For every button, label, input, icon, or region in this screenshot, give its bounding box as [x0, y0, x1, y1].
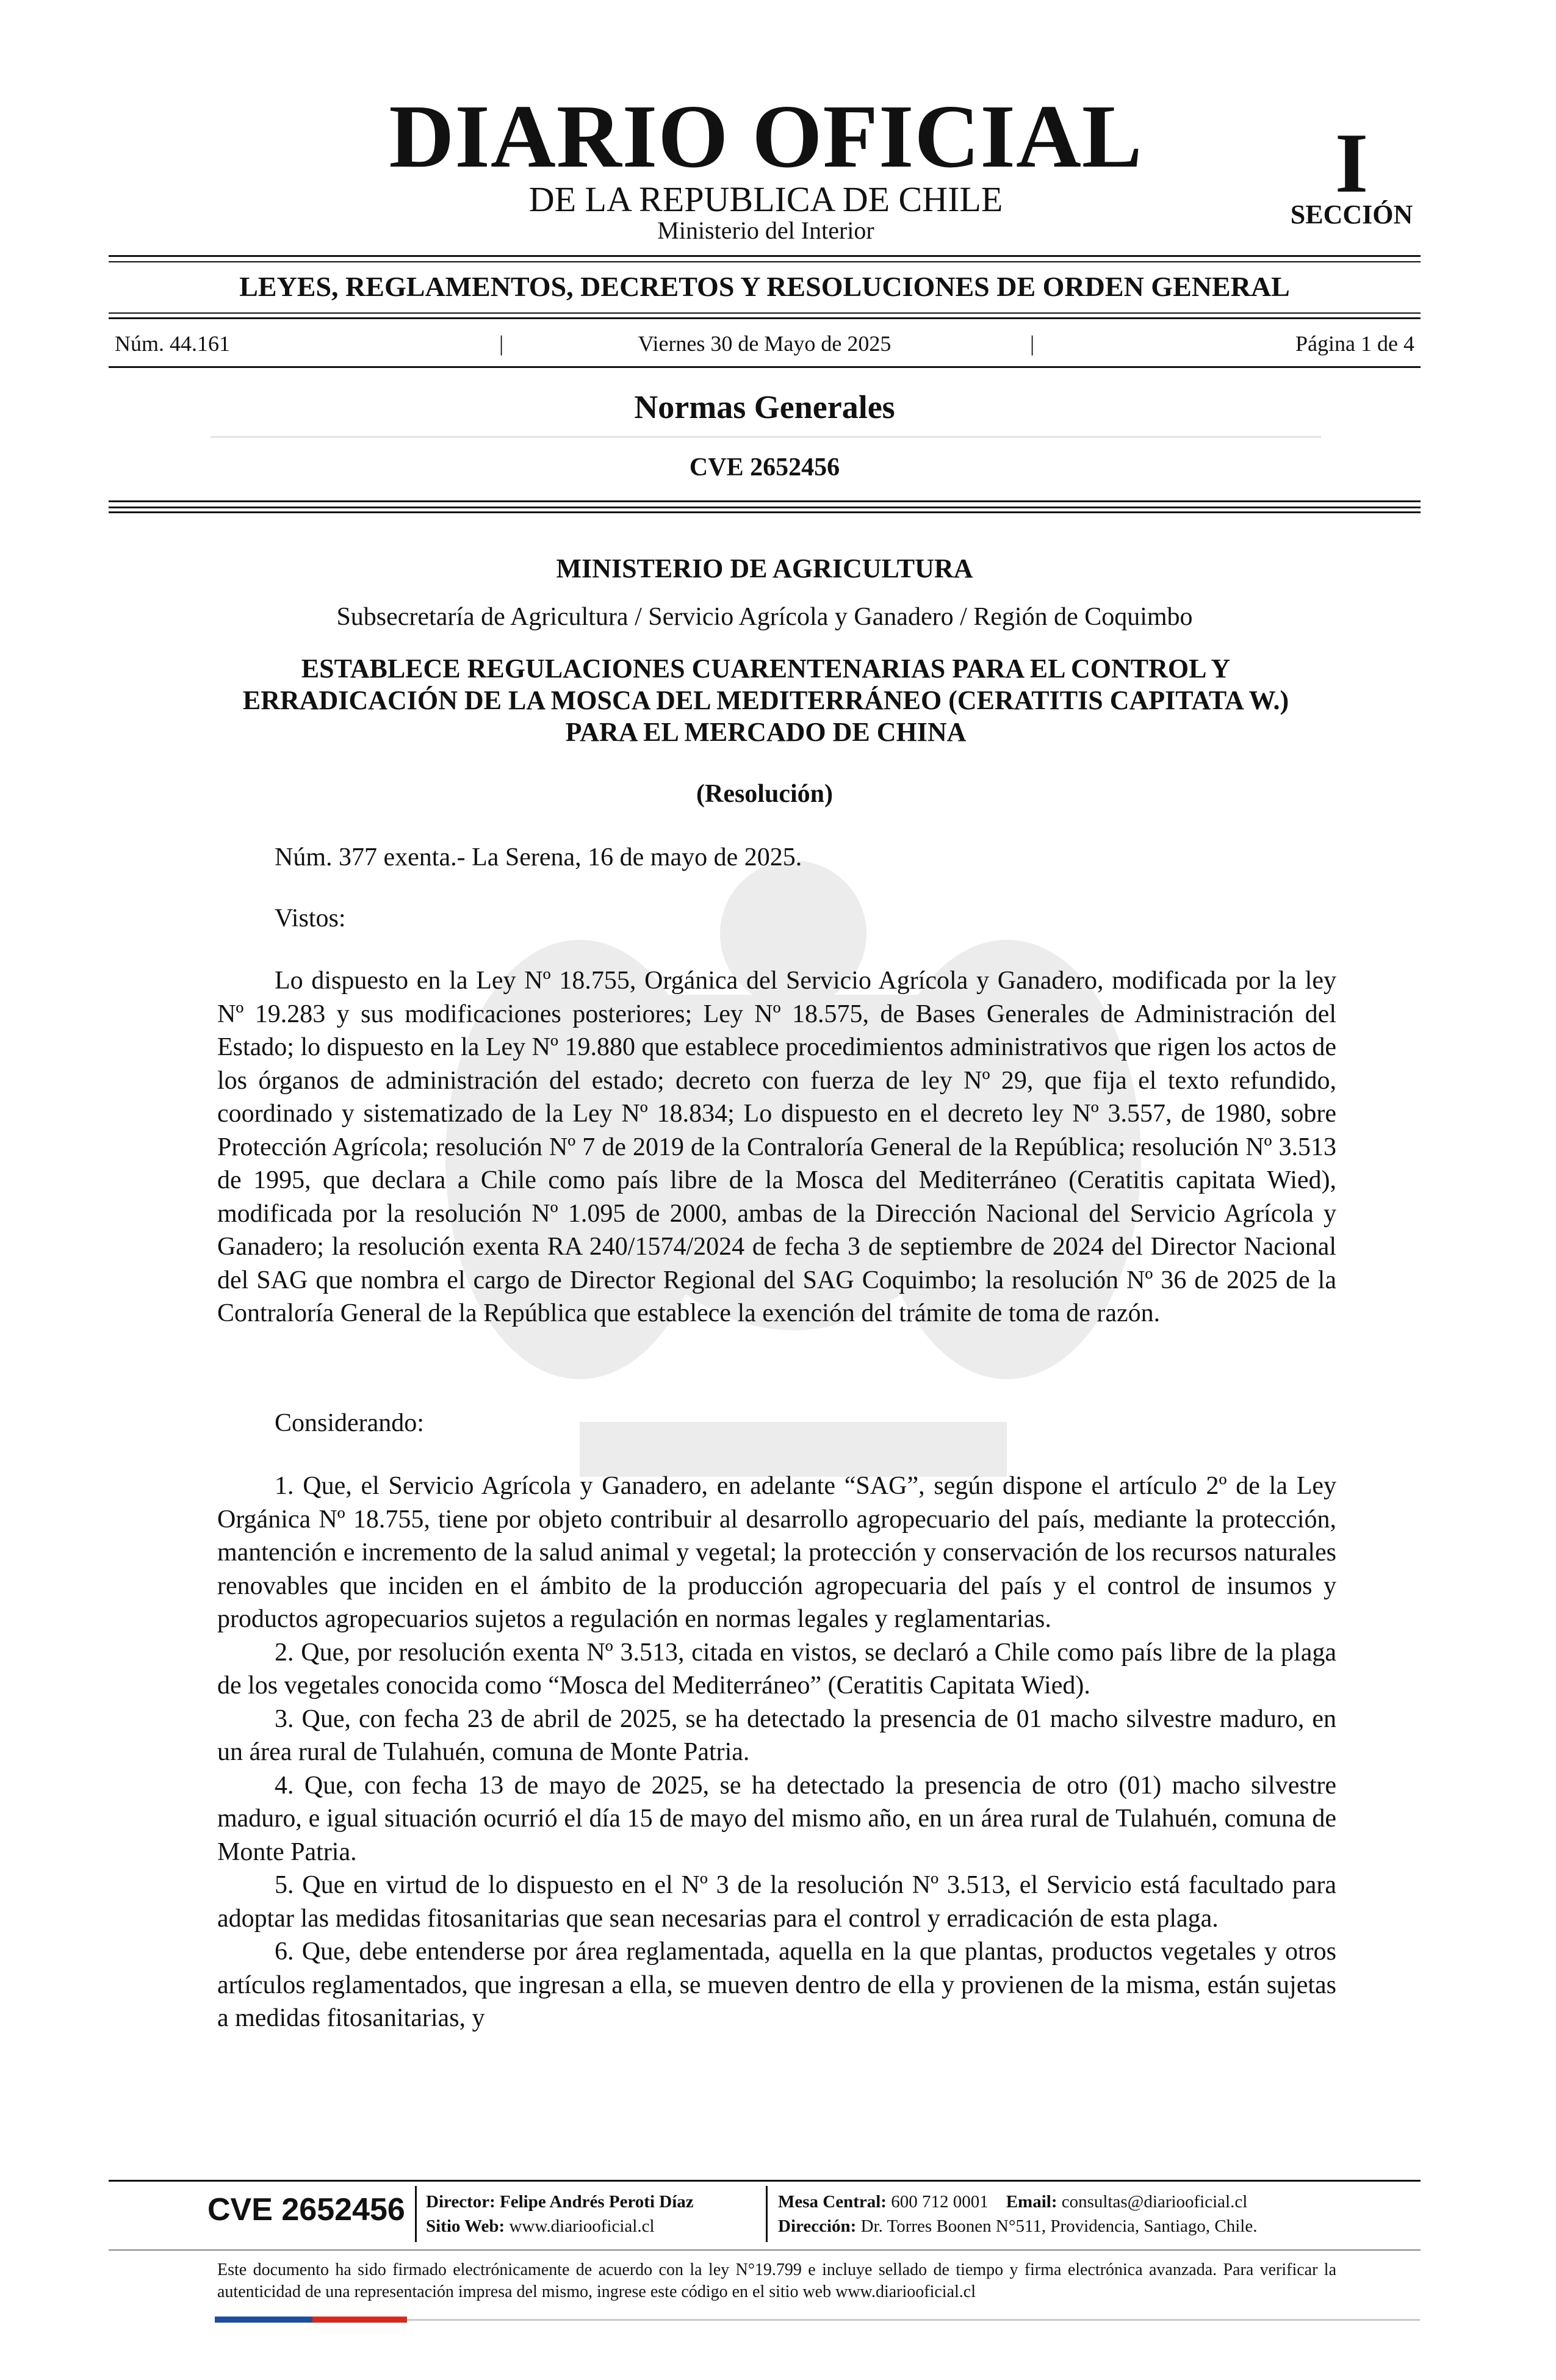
- footer-divider: [415, 2186, 417, 2242]
- cve-code: CVE 2652456: [689, 453, 840, 481]
- resolution-number: Núm. 377 exenta.- La Serena, 16 de mayo de 2025.: [275, 843, 802, 871]
- document-ministry: MINISTERIO DE AGRICULTURA: [556, 554, 973, 583]
- vistos-text: Lo dispuesto en la Ley Nº 18.755, Orgánica del Servicio Agrícola y Ganadero, modificada por la ley Nº 19.283 y sus modificaciones posteriores; Ley Nº 18.575, de Bases Generales de Administración del Estado; lo dispuesto en la Ley Nº 19.880 que establece procedimientos administrativos que rigen los actos de los órganos de administración del estado; decreto con fuerza de ley Nº 29, que fija el texto refundido, coordinado y sistematizado de la Ley Nº 18.834; Lo dispuesto en el decreto ley Nº 3.557, de 1980, sobre Protección Agrícola; resolución Nº 7 de 2019 de la Contraloría General de la República; resolución Nº 3.513 de 1995, que declara a Chile como país libre de la Mosca del Mediterráneo (Ceratitis capitata Wied), modificada por la resolución Nº 1.095 de 2000, ambas de la Dirección Nacional del Servicio Agrícola y Ganadero; la resolución exenta RA 240/1574/2024 de fecha 3 de septiembre de 2024 del Director Nacional del SAG que nombra el cargo de Director Regional del SAG Coquimbo; la resolución Nº 36 de 2025 de la Contraloría General de la República que establece la exención del trámite de toma de razón.: [217, 967, 1336, 1327]
- considerandos-list: [217, 1469, 1336, 2035]
- considerando-item: 1. Que, el Servicio Agrícola y Ganadero, en adelante “SAG”, según dispone el artículo 2º de la Ley Orgánica Nº 18.755, tiene por objeto contribuir al desarrollo agropecuario del país, mediante la protección, mantención e incremento de la salud animal y vegetal; la protección y conservación de los recursos naturales renovables que inciden en el ámbito de la producción agropecuaria del país y el control de insumos y productos agropecuarios sujetos a regulación en normas legales y reglamentarias.: [217, 1472, 1336, 1633]
- header-rule-1: [109, 500, 1421, 502]
- considerando-item: 2. Que, por resolución exenta Nº 3.513, citada en vistos, se declaró a Chile como país libre de la plaga de los vegetales conocida como “Mosca del Mediterráneo” (Ceratitis Capitata Wied).: [217, 1638, 1336, 1700]
- footer-divider: [766, 2186, 768, 2242]
- banner-rule-bottom: [109, 317, 1421, 319]
- considerando-item: 3. Que, con fecha 23 de abril de 2025, se ha detectado la presencia de 01 macho silvestre maduro, en un área rural de Tulahuén, comuna de Monte Patria.: [217, 1704, 1336, 1766]
- footer-director-line: [426, 2190, 694, 2214]
- footer-phone-line: [778, 2190, 1257, 2214]
- footer-cve-code: CVE 2652456: [207, 2192, 405, 2227]
- footer-authenticity-notice: Este documento ha sido firmado electrónicamente de acuerdo con la ley N°19.799 e incluye sellado de tiempo y firma electrónica avanzada. Para verificar la autenticidad de una representación impresa del mismo, ingrese este código en el sitio web www.diariooficial.cl: [217, 2260, 1336, 2301]
- considerando-item: 5. Que en virtud de lo dispuesto en el Nº 3 de la resolución Nº 3.513, el Servicio está facultado para adoptar las medidas fitosanitarias que sean necesarias para el control y erradicación de esta plaga.: [217, 1871, 1336, 1933]
- header-rule-2: [109, 507, 1421, 508]
- considerando-item: 4. Que, con fecha 13 de mayo de 2025, se ha detectado la presencia de otro (01) macho silvestre maduro, e igual situación ocurrió el día 15 de mayo del mismo año, en un área rural de Tulahuén, comuna de Monte Patria.: [217, 1771, 1336, 1866]
- flag-stripe-red: [312, 2317, 407, 2323]
- footer-rule-bottom: [407, 2319, 1420, 2321]
- document-type: (Resolución): [696, 780, 833, 808]
- masthead-rule-top: [109, 255, 1421, 257]
- header-rule-3: [109, 511, 1421, 513]
- web-label: Sitio Web:: [426, 2216, 505, 2236]
- address-label: Dirección:: [778, 2216, 857, 2236]
- footer-director-block: [426, 2190, 694, 2238]
- vistos-heading: Vistos:: [275, 904, 346, 932]
- footer-rule-mid: [109, 2249, 1421, 2251]
- footer-address-line: [778, 2214, 1257, 2238]
- vistos-paragraph: [217, 964, 1336, 1330]
- director-value: Felipe Andrés Peroti Díaz: [500, 2192, 694, 2212]
- footer-web-line: [426, 2214, 694, 2238]
- footer-contact-block: [778, 2190, 1257, 2238]
- issue-date: Viernes 30 de Mayo de 2025: [638, 331, 891, 356]
- considerando-heading-block: [217, 1407, 1336, 1440]
- banner-rule-top: [109, 312, 1421, 314]
- section-numeral: I: [1334, 116, 1369, 211]
- email-link[interactable]: consultas@diariooficial.cl: [1061, 2192, 1248, 2212]
- document-title: ESTABLECE REGULACIONES CUARENTENARIAS PARA EL CONTROL Y ERRADICACIÓN DE LA MOSCA DEL MEDITERRÁNEO (CERATITIS CAPITATA W.) PARA EL MERCADO DE CHINA: [242, 654, 1289, 747]
- issue-number: Núm. 44.161: [115, 331, 230, 356]
- vistos-heading-block: [217, 902, 1336, 936]
- footer-rule-top: [109, 2180, 1421, 2182]
- masthead-subtitle: DE LA REPUBLICA DE CHILE: [528, 179, 1003, 219]
- issue-separator: |: [499, 331, 504, 356]
- section-label: SECCIÓN: [1290, 200, 1413, 229]
- masthead-ministry: Ministerio del Interior: [657, 217, 874, 244]
- address-value: Dr. Torres Boonen N°511, Providencia, Santiago, Chile.: [860, 2216, 1258, 2236]
- section-banner: LEYES, REGLAMENTOS, DECRETOS Y RESOLUCIONES DE ORDEN GENERAL: [239, 271, 1290, 302]
- considerando-heading: Considerando:: [275, 1409, 424, 1437]
- resolution-number-line: [217, 841, 1336, 874]
- web-link[interactable]: www.diariooficial.cl: [509, 2216, 655, 2236]
- issue-rule: [109, 366, 1421, 368]
- flag-stripe-blue: [215, 2317, 312, 2323]
- director-label: Director:: [426, 2192, 495, 2212]
- issue-page: Página 1 de 4: [1295, 331, 1414, 356]
- phone-label: Mesa Central:: [778, 2192, 887, 2212]
- masthead-title: DIARIO OFICIAL: [389, 87, 1143, 187]
- section-divider: [211, 436, 1321, 438]
- issue-separator: |: [1030, 331, 1035, 356]
- document-sub-unit: Subsecretaría de Agricultura / Servicio Agrícola y Ganadero / Región de Coquimbo: [336, 603, 1193, 631]
- masthead-rule-top-thin: [109, 261, 1421, 262]
- considerando-item: 6. Que, debe entenderse por área reglamentada, aquella en la que plantas, productos vegetales y otros artículos reglamentados, que ingresan a ella, se mueven dentro de ella y provienen de la misma, están sujetas a medidas fitosanitarias, y: [217, 1938, 1336, 2032]
- section-title: Normas Generales: [634, 389, 895, 425]
- email-label: Email:: [1006, 2192, 1057, 2212]
- phone-value: 600 712 0001: [891, 2192, 989, 2212]
